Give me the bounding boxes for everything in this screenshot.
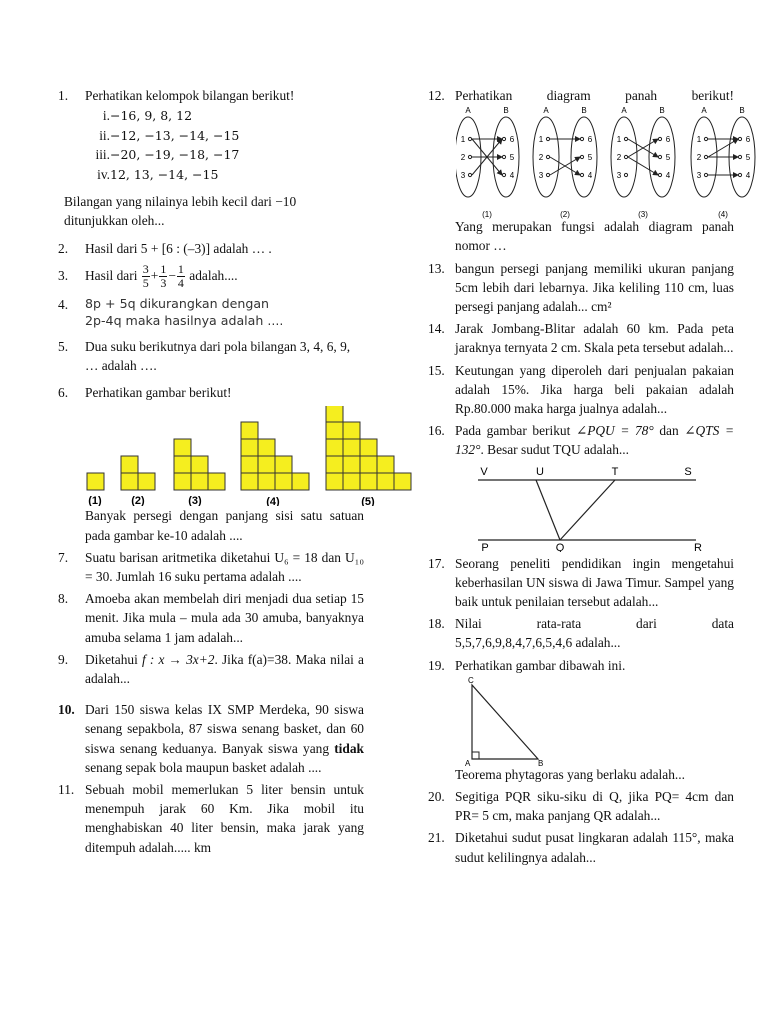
unit-square [275, 456, 292, 473]
codomain-element: 5 [665, 153, 671, 163]
question-text: Suatu barisan aritmetika diketahui U₆ = 18 dan U₁₀ = 30. Jumlah 16 suku pertama adalah .... [85, 549, 364, 585]
domain-dot [624, 156, 627, 159]
codomain-dot [580, 156, 583, 159]
set-label-b: B [581, 106, 587, 116]
angle-figure [428, 460, 734, 552]
question-10 [58, 700, 364, 777]
unit-square [360, 439, 377, 456]
function-notation: f : x → 3x+2 [141, 651, 215, 667]
domain-element: 3 [696, 171, 702, 181]
angle-qts: ∠QTS = 132° [455, 423, 734, 458]
domain-element: 3 [616, 171, 622, 181]
question-text: bangun persegi panjang memiliki ukuran panjang 5cm lebih dari lebarnya. Jika keliling 110 cm, luas persegi panjang adalah... cm² [455, 260, 734, 315]
unit-square [121, 456, 138, 473]
point-r: R [694, 541, 702, 552]
question-8 [58, 589, 364, 647]
fraction: $\frac{3}{5}$ [142, 262, 149, 291]
bold-emphasis: tidak [334, 740, 364, 756]
question-number: 12. [428, 88, 445, 103]
diagram-label: (2) [560, 210, 570, 220]
list-item: iii. −20, −19, −18, −17 [95, 147, 240, 163]
question-1 [58, 86, 364, 105]
question-9 [58, 650, 364, 688]
question-11 [58, 780, 364, 857]
question-4 [58, 295, 364, 329]
point-q: Q [555, 541, 565, 552]
question-text: Nilai rata-rata dari data 5,5,7,6,9,8,4,7,6,5,4,6 adalah... [455, 616, 734, 651]
domain-element: 2 [696, 153, 702, 163]
unit-square [258, 456, 275, 473]
unit-square [258, 473, 275, 490]
question-number: 10. [58, 702, 75, 718]
list-item: i. −16, 9, 8, 12 [102, 108, 193, 124]
domain-element: 1 [696, 135, 702, 145]
unit-square [326, 406, 343, 422]
question-7 [58, 548, 364, 586]
domain-dot [704, 156, 707, 159]
question-text: Sebuah mobil memerlukan 5 liter bensin untuk menempuh jarak 60 Km. Jika mobil itu menghabiskan 40 liter bensin, maka jarak yang ditempuh adalah..... km [85, 782, 364, 855]
unit-square [241, 456, 258, 473]
number-group-list [58, 106, 364, 184]
figure-label-5: (5) [361, 496, 375, 507]
question-text: Teorema phytagoras yang berlaku adalah... [455, 766, 685, 782]
question-21 [428, 828, 734, 866]
set-label-a: A [701, 106, 707, 116]
unit-square [292, 473, 309, 490]
diagram-label: (3) [638, 210, 648, 220]
question-13 [428, 259, 734, 317]
question-text: Dua suku berikutnya dari pola bilangan 3, 4, 6, 9, … adalah …. [85, 338, 351, 374]
domain-element: 3 [460, 171, 466, 181]
unit-square [191, 456, 208, 473]
question-number: 3. [58, 267, 69, 283]
set-label-a: A [543, 106, 549, 116]
domain-dot [468, 156, 471, 159]
question-number: 1. [58, 88, 69, 103]
domain-dot [624, 138, 627, 141]
unit-square [241, 439, 258, 456]
codomain-dot [580, 174, 583, 177]
question-text: Perhatikan diagram panah berikut! [455, 88, 734, 103]
question-12 [428, 86, 734, 105]
domain-element: 3 [538, 171, 544, 181]
codomain-element: 6 [665, 135, 671, 145]
unit-square [326, 473, 343, 490]
unit-square [174, 473, 191, 490]
unit-square [360, 456, 377, 473]
question-6-continuation [58, 506, 364, 544]
domain-element: 1 [538, 135, 544, 145]
question-text: Pada gambar berikut ∠PQU = 78° dan ∠QTS = 132°. Besar sudut TQU adalah... [455, 423, 734, 458]
unit-square [174, 439, 191, 456]
list-item: ii. −12, −13, −14, −15 [99, 127, 240, 143]
domain-element: 2 [460, 153, 466, 163]
question-text: Banyak persegi dengan panjang sisi satu satuan pada gambar ke-10 adalah .... [85, 508, 364, 543]
question-19-continuation [428, 765, 734, 784]
mapping-arrow [628, 157, 658, 175]
unit-square [275, 473, 292, 490]
right-triangle-figure [462, 675, 602, 767]
question-15 [428, 361, 734, 419]
question-text: Dari 150 siswa kelas IX SMP Merdeka, 90 siswa senang sepakbola, 87 siswa senang basket, dan 60 siswa senang keduanya. Banyak siswa yang tidak senang sepak bola maupun basket adalah .... [85, 702, 364, 775]
codomain-dot [738, 138, 741, 141]
unit-square [208, 473, 225, 490]
question-text: Diketahui f : x → 3x+2. Jika f(a)=38. Maka nilai a adalah... [85, 651, 364, 687]
domain-dot [704, 138, 707, 141]
question-number: 14. [428, 321, 445, 337]
set-label-b: B [739, 106, 745, 116]
question-number: 7. [58, 549, 69, 565]
codomain-dot [658, 138, 661, 141]
point-u: U [536, 465, 544, 478]
mapping-arrow [708, 139, 738, 157]
domain-element: 2 [538, 153, 544, 163]
codomain-dot [502, 138, 505, 141]
question-number: 4. [58, 296, 69, 312]
question-number: 6. [58, 385, 69, 401]
question-16 [428, 421, 734, 459]
unit-square [360, 473, 377, 490]
question-number: 21. [428, 830, 445, 846]
question-text: Keutungan yang diperoleh dari penjualan pakaian adalah 15%. Jika harga beli pakaian adalah Rp.80.000 maka harga jualnya adalah... [455, 362, 734, 417]
unit-square [394, 473, 411, 490]
set-label-b: B [503, 106, 509, 116]
question-text: Diketahui sudut pusat lingkaran adalah 115°, maka sudut kelilingnya adalah... [455, 830, 734, 865]
unit-square [258, 439, 275, 456]
codomain-dot [658, 156, 661, 159]
question-text: Amoeba akan membelah diri menjadi dua setiap 15 menit. Jika mula – mula ada 30 amuba, banyaknya amuba selama 1 jam adalah... [85, 591, 364, 645]
question-number: 9. [58, 651, 69, 667]
figure-label-4: (4) [266, 496, 280, 507]
list-item: iv. 12, 13, −14, −15 [97, 166, 219, 182]
codomain-element: 4 [509, 171, 515, 181]
unit-square [241, 473, 258, 490]
unit-square [326, 422, 343, 439]
domain-element: 1 [460, 135, 466, 145]
codomain-dot [502, 156, 505, 159]
unit-square [326, 456, 343, 473]
figure-label-3: (3) [188, 495, 202, 507]
codomain-element: 5 [509, 153, 515, 163]
question-5 [58, 337, 364, 375]
unit-square [343, 456, 360, 473]
fraction: $\frac{1}{3}$ [160, 262, 167, 291]
unit-square [326, 439, 343, 456]
domain-dot [546, 174, 549, 177]
question-number: 18. [428, 616, 445, 632]
set-label-a: A [621, 106, 627, 116]
question-number: 11. [58, 782, 75, 798]
unit-square [377, 473, 394, 490]
codomain-element: 4 [587, 171, 593, 181]
codomain-element: 5 [745, 153, 751, 163]
domain-dot [468, 174, 471, 177]
unit-square [343, 422, 360, 439]
codomain-dot [738, 174, 741, 177]
domain-element: 2 [616, 153, 622, 163]
question-1-followup: Bilangan yang nilainya lebih kecil dari −10 ditunjukkan oleh... [64, 194, 297, 229]
question-text: Seorang peneliti pendidikan ingin mengetahui keberhasilan UN siswa di Jawa Timur. Sampel yang baik untuk penilaian tersebut adalah... [455, 555, 734, 610]
question-text: Hasil dari $\frac{3}{5}$ + $\frac{1}{3}$ − $\frac{1}{4}$ adalah.... [85, 262, 238, 291]
square-pattern-figure [78, 406, 418, 506]
point-t: T [611, 465, 619, 478]
set-label-b: B [659, 106, 665, 116]
codomain-element: 4 [665, 171, 671, 181]
question-text: Perhatikan gambar dibawah ini. [455, 657, 626, 673]
set-label-a: A [465, 106, 471, 116]
right-column [428, 86, 751, 870]
unit-square [343, 473, 360, 490]
question-14 [428, 319, 734, 357]
codomain-dot [502, 174, 505, 177]
domain-dot [624, 174, 627, 177]
question-number: 2. [58, 240, 69, 256]
question-text: Yang merupakan fungsi adalah diagram panah nomor … [455, 219, 734, 254]
figure-label-2: (2) [131, 495, 145, 507]
question-text: Hasil dari 5 + [6 : (–3)] adalah … . [85, 240, 272, 256]
unit-square [138, 473, 155, 490]
figure-label-1: (1) [88, 495, 102, 507]
point-s: S [684, 465, 692, 478]
question-2 [58, 239, 364, 258]
codomain-element: 6 [587, 135, 593, 145]
question-number: 8. [58, 591, 69, 607]
unit-square [174, 456, 191, 473]
question-12-continuation [428, 217, 734, 255]
question-number: 20. [428, 789, 445, 805]
question-20 [428, 787, 734, 825]
point-p: P [481, 541, 489, 552]
codomain-element: 6 [745, 135, 751, 145]
question-6 [58, 383, 364, 402]
codomain-dot [738, 156, 741, 159]
question-text: Segitiga PQR siku-siku di Q, jika PQ= 4cm dan PR= 5 cm, maka panjang QR adalah... [455, 789, 734, 824]
codomain-element: 4 [745, 171, 751, 181]
unit-square [343, 439, 360, 456]
unit-square [377, 456, 394, 473]
point-v: V [480, 465, 488, 478]
domain-dot [704, 174, 707, 177]
question-text: 8p + 5q dikurangkan dengan 2p-4q maka hasilnya adalah .... [85, 295, 284, 328]
domain-dot [546, 138, 549, 141]
codomain-dot [658, 174, 661, 177]
question-text: Jarak Jombang-Blitar adalah 60 km. Pada peta jaraknya ternyata 2 cm. Skala peta tersebut adalah... [455, 321, 734, 356]
unit-square [87, 473, 104, 490]
codomain-dot [580, 138, 583, 141]
codomain-element: 5 [587, 153, 593, 163]
vertex-a: A [465, 758, 471, 767]
vertex-b: B [538, 758, 544, 767]
arrow-diagrams [456, 105, 762, 219]
question-3 [58, 261, 364, 291]
question-number: 16. [428, 423, 445, 439]
domain-dot [546, 156, 549, 159]
domain-element: 1 [616, 135, 622, 145]
left-column [58, 86, 375, 860]
question-17 [428, 554, 734, 612]
unit-square [241, 422, 258, 439]
question-number: 17. [428, 555, 445, 571]
question-number: 15. [428, 362, 445, 378]
fraction: $\frac{1}{4}$ [177, 262, 184, 291]
diagram-label: (1) [482, 210, 492, 220]
domain-dot [468, 138, 471, 141]
vertex-c: C [468, 675, 474, 685]
question-number: 5. [58, 338, 69, 354]
unit-square [191, 473, 208, 490]
question-text: Perhatikan kelompok bilangan berikut! [85, 88, 295, 103]
diagram-label: (4) [718, 210, 728, 220]
unit-square [121, 473, 138, 490]
question-text: Perhatikan gambar berikut! [85, 385, 232, 401]
angle-pqu: ∠PQU = 78° [575, 423, 654, 439]
question-18 [428, 614, 734, 652]
question-19 [428, 656, 734, 675]
question-number: 19. [428, 657, 445, 673]
codomain-element: 6 [509, 135, 515, 145]
question-number: 13. [428, 260, 445, 276]
